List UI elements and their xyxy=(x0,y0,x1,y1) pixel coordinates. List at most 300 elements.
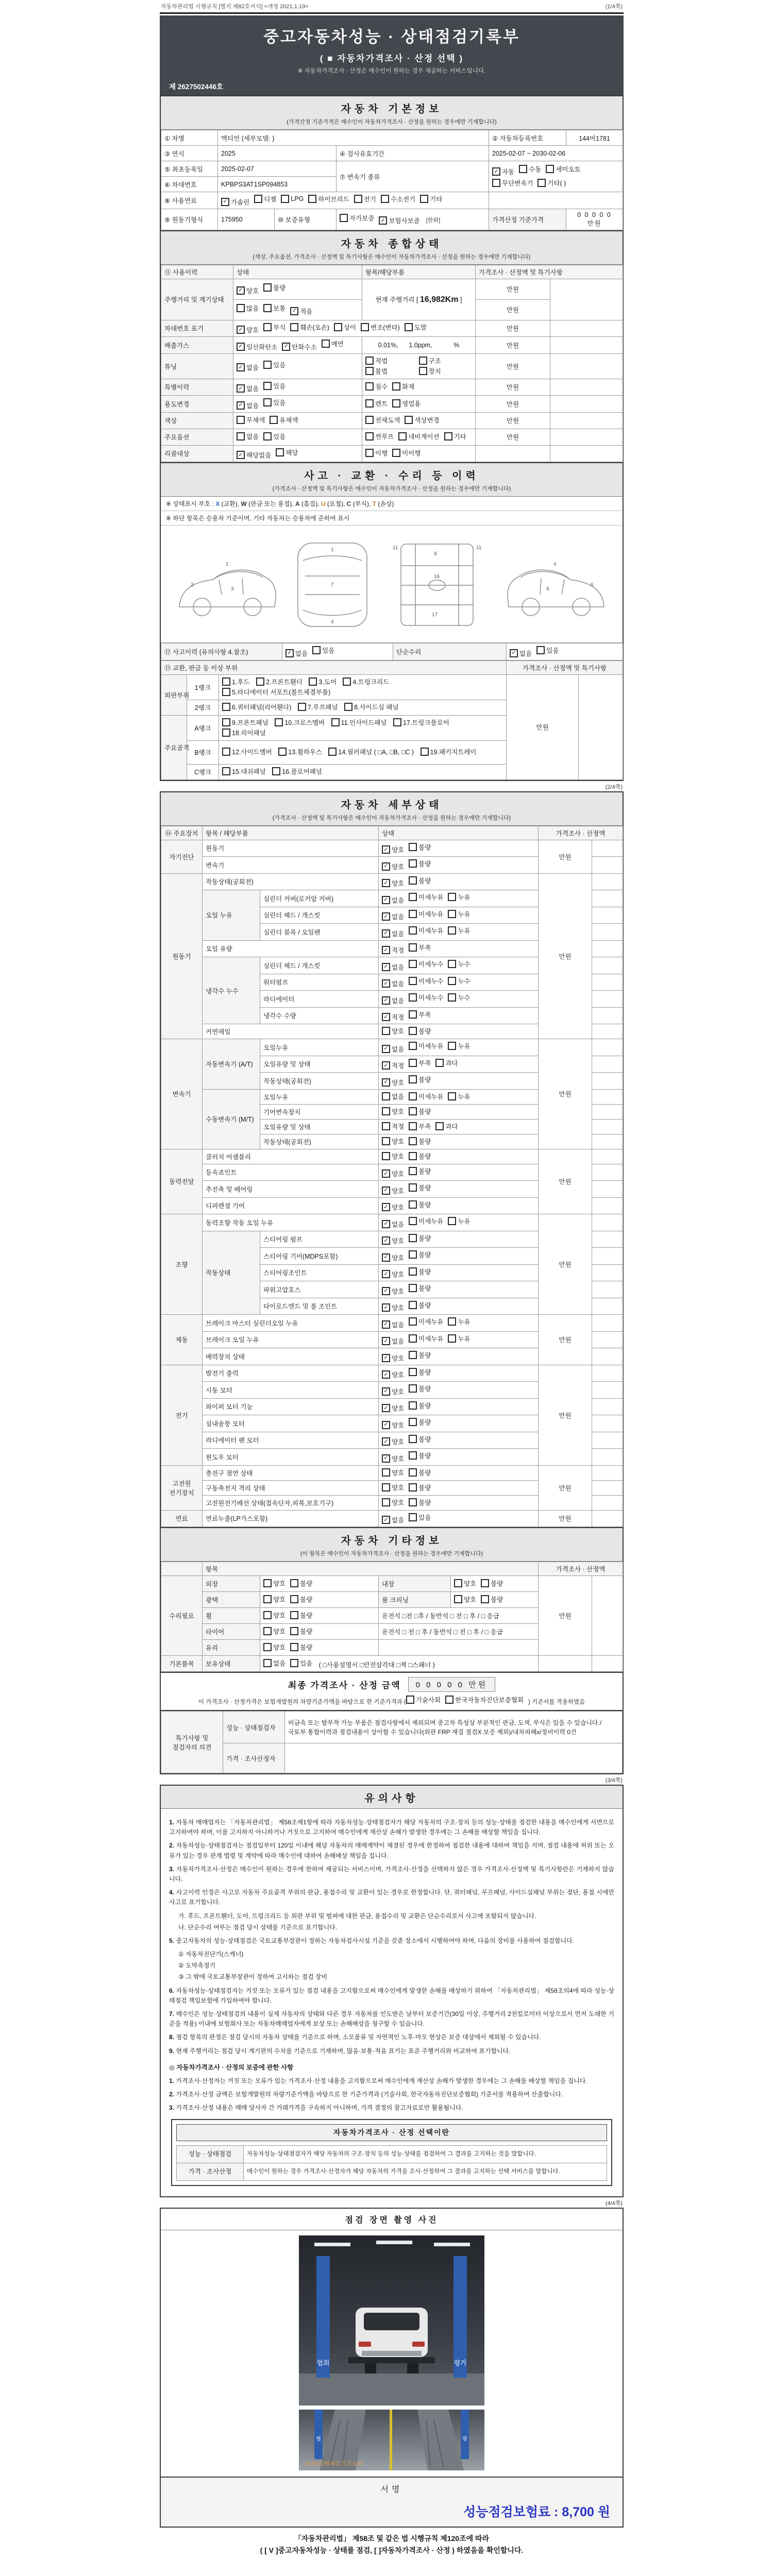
checkbox-box[interactable] xyxy=(398,432,407,440)
checkbox-15.대쉬패널[interactable] xyxy=(222,767,266,776)
checkbox-box[interactable] xyxy=(448,926,456,935)
checkbox-box[interactable] xyxy=(222,718,230,726)
checkbox-누유[interactable] xyxy=(448,909,470,919)
checkbox-불량[interactable] xyxy=(290,1642,312,1652)
checkbox-없음[interactable] xyxy=(382,895,404,905)
checkbox-box[interactable] xyxy=(365,432,374,440)
checkbox-box[interactable] xyxy=(382,1468,390,1477)
checkbox-6.쿼터패널(리어휀다)[interactable] xyxy=(222,702,291,711)
checkbox-양호[interactable] xyxy=(454,1579,476,1588)
checkbox-box[interactable] xyxy=(392,449,400,457)
checkbox-box[interactable] xyxy=(435,1122,444,1130)
checkbox-있음[interactable] xyxy=(263,381,285,391)
checkbox-양호[interactable] xyxy=(382,1169,404,1178)
checkbox-과다[interactable] xyxy=(435,1058,458,1067)
checkbox-box[interactable]: ✓ xyxy=(382,1287,390,1295)
checkbox-box[interactable] xyxy=(409,1107,417,1115)
checkbox-box[interactable] xyxy=(409,1384,417,1393)
checkbox-box[interactable] xyxy=(546,165,554,173)
checkbox-누유[interactable] xyxy=(448,1317,470,1326)
checkbox-box[interactable] xyxy=(382,1027,390,1035)
checkbox-불량[interactable] xyxy=(409,1267,431,1276)
checkbox-양호[interactable] xyxy=(382,862,404,871)
checkbox-box[interactable] xyxy=(420,195,428,203)
checkbox-보험사보증[interactable] xyxy=(379,216,419,225)
checkbox-box[interactable] xyxy=(365,399,374,408)
checkbox-box[interactable] xyxy=(382,1483,390,1492)
checkbox-box[interactable] xyxy=(344,703,352,711)
checkbox-미세누유[interactable] xyxy=(409,892,443,902)
checkbox-box[interactable] xyxy=(334,323,342,331)
checkbox-없음[interactable] xyxy=(382,1092,404,1101)
checkbox-미세누유[interactable] xyxy=(409,1334,443,1343)
checkbox-box[interactable]: ✓ xyxy=(382,896,390,904)
checkbox-box[interactable] xyxy=(409,1301,417,1309)
checkbox-box[interactable] xyxy=(361,323,369,331)
checkbox-5.라디에이터 서포트(볼트체결부품)[interactable] xyxy=(222,687,330,697)
checkbox-양호[interactable] xyxy=(263,1642,285,1652)
checkbox-불량[interactable] xyxy=(409,1200,431,1209)
checkbox-불량[interactable] xyxy=(409,1183,431,1192)
checkbox-box[interactable] xyxy=(409,1010,417,1019)
checkbox-양호[interactable] xyxy=(382,878,404,888)
checkbox-불량[interactable] xyxy=(409,859,431,868)
checkbox-box[interactable]: ✓ xyxy=(382,1454,390,1463)
checkbox-box[interactable]: ✓ xyxy=(382,1516,390,1524)
checkbox-부족[interactable] xyxy=(409,1010,431,1019)
checkbox-침수[interactable] xyxy=(365,382,388,391)
checkbox-box[interactable] xyxy=(312,646,321,654)
checkbox-box[interactable] xyxy=(409,1334,417,1343)
checkbox-부족[interactable] xyxy=(409,1122,431,1131)
checkbox-1.후드[interactable] xyxy=(222,677,250,686)
checkbox-box[interactable] xyxy=(448,910,456,918)
checkbox-box[interactable]: ✓ xyxy=(237,384,245,393)
checkbox-box[interactable] xyxy=(405,323,413,331)
checkbox-없음[interactable] xyxy=(237,363,259,372)
checkbox-box[interactable] xyxy=(354,195,362,203)
checkbox-box[interactable]: ✓ xyxy=(382,963,390,971)
checkbox-누수[interactable] xyxy=(448,959,470,969)
checkbox-box[interactable] xyxy=(419,367,427,375)
checkbox-없음[interactable] xyxy=(263,1658,285,1668)
checkbox-box[interactable] xyxy=(254,195,262,203)
checkbox-box[interactable] xyxy=(448,1317,456,1326)
checkbox-양호[interactable] xyxy=(382,1202,404,1212)
checkbox-불량[interactable] xyxy=(409,1300,431,1310)
checkbox-기타[interactable] xyxy=(444,432,466,441)
checkbox-무채색[interactable] xyxy=(237,415,265,425)
checkbox-불량[interactable] xyxy=(409,1384,431,1393)
checkbox-box[interactable] xyxy=(290,323,298,331)
checkbox-LPG[interactable] xyxy=(281,195,304,203)
checkbox-box[interactable] xyxy=(409,1075,417,1083)
checkbox-불량[interactable] xyxy=(290,1626,312,1636)
checkbox-box[interactable] xyxy=(263,323,272,331)
checkbox-있음[interactable] xyxy=(536,646,559,655)
checkbox-불량[interactable] xyxy=(409,1367,431,1377)
checkbox-box[interactable]: ✓ xyxy=(382,1170,390,1178)
checkbox-box[interactable] xyxy=(237,304,245,312)
checkbox-없음[interactable] xyxy=(382,912,404,921)
checkbox-양호[interactable] xyxy=(382,1387,404,1396)
checkbox-양호[interactable] xyxy=(382,1454,404,1463)
checkbox-10.크로스멤버[interactable] xyxy=(275,718,325,727)
checkbox-양호[interactable] xyxy=(237,325,259,334)
checkbox-불량[interactable] xyxy=(263,283,285,292)
checkbox-box[interactable] xyxy=(290,1611,298,1619)
checkbox-box[interactable] xyxy=(290,1579,298,1587)
checkbox-box[interactable] xyxy=(290,1627,298,1635)
checkbox-양호[interactable] xyxy=(382,1286,404,1296)
checkbox-box[interactable]: ✓ xyxy=(382,1078,390,1087)
checkbox-한국자동차진단보증협회[interactable] xyxy=(445,1695,524,1704)
checkbox-부식[interactable] xyxy=(263,323,285,332)
checkbox-일산화탄소[interactable] xyxy=(237,342,277,351)
checkbox-누유[interactable] xyxy=(448,1041,470,1050)
checkbox-box[interactable] xyxy=(409,859,417,868)
checkbox-box[interactable]: ✓ xyxy=(237,363,245,371)
checkbox-box[interactable]: ✓ xyxy=(221,198,229,206)
checkbox-box[interactable]: ✓ xyxy=(382,1270,390,1278)
checkbox-box[interactable] xyxy=(382,1498,390,1506)
checkbox-없음[interactable] xyxy=(237,384,259,393)
checkbox-box[interactable] xyxy=(409,1418,417,1426)
checkbox-디젤[interactable] xyxy=(254,194,276,204)
checkbox-box[interactable] xyxy=(409,960,417,968)
checkbox-불량[interactable] xyxy=(409,1451,431,1460)
checkbox-box[interactable] xyxy=(409,1137,417,1145)
checkbox-장치[interactable] xyxy=(419,366,441,376)
checkbox-미이행[interactable] xyxy=(392,448,421,457)
checkbox-양호[interactable] xyxy=(382,1253,404,1262)
checkbox-미세누수[interactable] xyxy=(409,993,443,1002)
checkbox-미세누유[interactable] xyxy=(409,909,443,919)
checkbox-box[interactable] xyxy=(382,1107,390,1115)
checkbox-box[interactable] xyxy=(448,893,456,901)
checkbox-box[interactable] xyxy=(409,1217,417,1225)
checkbox-box[interactable] xyxy=(365,382,374,391)
checkbox-box[interactable] xyxy=(365,449,374,457)
checkbox-양호[interactable] xyxy=(382,1269,404,1279)
checkbox-양호[interactable] xyxy=(382,1236,404,1245)
checkbox-8.사이드실 패널[interactable] xyxy=(344,702,398,711)
checkbox-없음[interactable] xyxy=(510,649,532,658)
checkbox-색상변경[interactable] xyxy=(405,415,439,425)
checkbox-화재[interactable] xyxy=(392,382,414,391)
checkbox-불량[interactable] xyxy=(409,1468,431,1477)
checkbox-자가보증[interactable] xyxy=(340,213,374,223)
checkbox-box[interactable]: ✓ xyxy=(382,862,390,871)
checkbox-없음[interactable] xyxy=(382,1044,404,1054)
checkbox-18.리어패널[interactable] xyxy=(222,728,266,737)
checkbox-box[interactable] xyxy=(365,416,374,424)
checkbox-19.패키지트레이[interactable] xyxy=(421,747,477,756)
checkbox-누유[interactable] xyxy=(448,1216,470,1226)
checkbox-box[interactable] xyxy=(409,926,417,935)
checkbox-매연[interactable] xyxy=(322,339,344,348)
checkbox-불량[interactable] xyxy=(409,1417,431,1427)
checkbox-해당[interactable] xyxy=(276,448,298,457)
checkbox-box[interactable] xyxy=(275,718,283,726)
checkbox-box[interactable] xyxy=(409,1451,417,1460)
checkbox-box[interactable] xyxy=(298,703,306,711)
checkbox-box[interactable] xyxy=(263,1579,272,1587)
checkbox-box[interactable] xyxy=(365,357,374,365)
checkbox-box[interactable] xyxy=(409,1092,417,1100)
checkbox-양호[interactable] xyxy=(263,1626,285,1636)
checkbox-없음[interactable] xyxy=(382,1219,404,1229)
checkbox-box[interactable] xyxy=(382,1137,390,1145)
checkbox-불량[interactable] xyxy=(409,1434,431,1444)
checkbox-box[interactable] xyxy=(406,1696,414,1704)
checkbox-많음[interactable] xyxy=(237,303,259,313)
checkbox-양호[interactable] xyxy=(454,1595,476,1604)
checkbox-하이브리드[interactable] xyxy=(308,194,349,204)
checkbox-box[interactable]: ✓ xyxy=(382,1421,390,1429)
checkbox-box[interactable] xyxy=(237,416,245,424)
checkbox-box[interactable] xyxy=(278,748,287,756)
checkbox-box[interactable] xyxy=(481,1579,489,1587)
checkbox-양호[interactable] xyxy=(382,1468,404,1477)
checkbox-양호[interactable] xyxy=(382,1107,404,1116)
checkbox-무단변속기[interactable] xyxy=(492,178,533,188)
checkbox-해당없음[interactable] xyxy=(237,450,271,460)
checkbox-box[interactable]: ✓ xyxy=(382,845,390,854)
checkbox-4.트렁크리드[interactable] xyxy=(343,677,389,686)
checkbox-적정[interactable] xyxy=(382,1061,404,1070)
checkbox-불량[interactable] xyxy=(409,1233,431,1243)
checkbox-불량[interactable] xyxy=(409,1151,431,1161)
checkbox-없음[interactable] xyxy=(285,649,308,658)
checkbox-불량[interactable] xyxy=(409,1137,431,1146)
checkbox-14.필러패널 ( □A, □B, □C )[interactable] xyxy=(328,747,414,756)
checkbox-양호[interactable] xyxy=(263,1611,285,1620)
checkbox-box[interactable] xyxy=(382,1152,390,1160)
checkbox-전기[interactable] xyxy=(354,194,376,204)
checkbox-9.프론트패널[interactable] xyxy=(222,718,268,727)
checkbox-box[interactable] xyxy=(281,195,289,203)
checkbox-box[interactable] xyxy=(409,1250,417,1259)
checkbox-box[interactable] xyxy=(409,1267,417,1276)
checkbox-box[interactable] xyxy=(435,1059,444,1067)
checkbox-box[interactable] xyxy=(222,748,230,756)
checkbox-box[interactable] xyxy=(448,1042,456,1050)
checkbox-box[interactable]: ✓ xyxy=(382,1203,390,1211)
checkbox-누유[interactable] xyxy=(448,926,470,935)
checkbox-box[interactable] xyxy=(263,1659,272,1667)
checkbox-box[interactable] xyxy=(409,1468,417,1477)
checkbox-기타[interactable] xyxy=(420,194,442,204)
checkbox-box[interactable]: ✓ xyxy=(382,1404,390,1412)
checkbox-box[interactable]: ✓ xyxy=(382,1437,390,1446)
checkbox-없음[interactable] xyxy=(382,962,404,972)
checkbox-box[interactable]: ✓ xyxy=(382,879,390,887)
checkbox-없음[interactable] xyxy=(382,979,404,988)
checkbox-불량[interactable] xyxy=(409,1107,431,1116)
checkbox-box[interactable] xyxy=(445,1696,453,1704)
checkbox-양호[interactable] xyxy=(382,1186,404,1195)
checkbox-box[interactable] xyxy=(263,398,272,406)
checkbox-box[interactable] xyxy=(263,283,272,292)
checkbox-불량[interactable] xyxy=(409,1075,431,1084)
checkbox-box[interactable] xyxy=(392,399,400,408)
checkbox-3.도어[interactable] xyxy=(309,677,337,686)
checkbox-box[interactable] xyxy=(290,1643,298,1651)
checkbox-box[interactable] xyxy=(222,677,230,686)
checkbox-누유[interactable] xyxy=(448,1092,470,1101)
checkbox-부족[interactable] xyxy=(409,943,431,952)
checkbox-과다[interactable] xyxy=(435,1122,458,1131)
checkbox-전체도색[interactable] xyxy=(365,415,400,425)
checkbox-불량[interactable] xyxy=(409,1250,431,1259)
checkbox-적법[interactable] xyxy=(365,356,388,365)
checkbox-box[interactable] xyxy=(409,1167,417,1175)
checkbox-가솔린[interactable] xyxy=(221,197,249,207)
checkbox-적정[interactable] xyxy=(382,1012,404,1022)
checkbox-양호[interactable] xyxy=(382,1303,404,1312)
checkbox-box[interactable] xyxy=(492,179,500,187)
checkbox-기타( )[interactable] xyxy=(537,178,566,188)
checkbox-box[interactable] xyxy=(263,1627,272,1635)
checkbox-box[interactable] xyxy=(409,943,417,952)
checkbox-미세누유[interactable] xyxy=(409,1092,443,1101)
checkbox-유채색[interactable] xyxy=(270,415,298,425)
checkbox-box[interactable] xyxy=(237,432,245,440)
checkbox-box[interactable] xyxy=(409,1317,417,1326)
checkbox-box[interactable] xyxy=(409,1351,417,1359)
checkbox-box[interactable]: ✓ xyxy=(382,1013,390,1021)
checkbox-양호[interactable] xyxy=(382,1353,404,1363)
checkbox-box[interactable] xyxy=(382,1122,390,1130)
checkbox-불량[interactable] xyxy=(290,1611,312,1620)
checkbox-box[interactable]: ✓ xyxy=(282,343,290,351)
checkbox-box[interactable] xyxy=(448,1217,456,1225)
checkbox-box[interactable] xyxy=(448,960,456,968)
checkbox-box[interactable]: ✓ xyxy=(237,326,245,334)
checkbox-영업용[interactable] xyxy=(392,399,421,408)
checkbox-box[interactable] xyxy=(409,993,417,1002)
checkbox-미세누유[interactable] xyxy=(409,1216,443,1226)
checkbox-box[interactable] xyxy=(421,748,429,756)
checkbox-box[interactable]: ✓ xyxy=(382,1337,390,1345)
checkbox-box[interactable]: ✓ xyxy=(382,929,390,938)
checkbox-양호[interactable] xyxy=(382,1370,404,1379)
checkbox-누유[interactable] xyxy=(448,1334,470,1343)
checkbox-box[interactable] xyxy=(308,195,316,203)
checkbox-box[interactable] xyxy=(222,728,230,737)
checkbox-box[interactable] xyxy=(276,448,284,456)
checkbox-box[interactable] xyxy=(536,646,545,654)
checkbox-box[interactable]: ✓ xyxy=(237,343,245,351)
checkbox-box[interactable]: ✓ xyxy=(379,216,387,225)
checkbox-불량[interactable] xyxy=(409,1498,431,1507)
checkbox-box[interactable]: ✓ xyxy=(382,1236,390,1245)
checkbox-box[interactable] xyxy=(409,1513,417,1521)
checkbox-미세누유[interactable] xyxy=(409,1041,443,1050)
checkbox-box[interactable] xyxy=(409,977,417,985)
checkbox-불량[interactable] xyxy=(409,1026,431,1036)
checkbox-양호[interactable] xyxy=(382,1498,404,1507)
checkbox-불법[interactable] xyxy=(365,366,388,376)
checkbox-16.플로어패널[interactable] xyxy=(272,767,322,776)
checkbox-없음[interactable] xyxy=(237,401,259,410)
checkbox-없음[interactable] xyxy=(382,1515,404,1524)
checkbox-불량[interactable] xyxy=(290,1595,312,1604)
checkbox-box[interactable] xyxy=(444,432,452,440)
checkbox-box[interactable] xyxy=(409,1284,417,1292)
checkbox-box[interactable] xyxy=(448,977,456,985)
checkbox-box[interactable] xyxy=(409,1027,417,1035)
checkbox-box[interactable] xyxy=(409,1042,417,1050)
checkbox-양호[interactable] xyxy=(382,1483,404,1492)
checkbox-있음[interactable] xyxy=(263,432,285,441)
checkbox-양호[interactable] xyxy=(382,1437,404,1446)
checkbox-box[interactable] xyxy=(537,179,546,187)
checkbox-box[interactable] xyxy=(454,1595,462,1603)
checkbox-box[interactable] xyxy=(392,382,400,391)
checkbox-box[interactable]: ✓ xyxy=(382,979,390,988)
checkbox-자동[interactable] xyxy=(492,167,514,176)
checkbox-box[interactable] xyxy=(409,876,417,885)
checkbox-box[interactable] xyxy=(409,1234,417,1242)
checkbox-box[interactable]: ✓ xyxy=(237,286,245,295)
checkbox-box[interactable] xyxy=(381,195,389,203)
checkbox-box[interactable] xyxy=(328,748,337,756)
checkbox-box[interactable]: ✓ xyxy=(492,167,500,176)
checkbox-세미오토[interactable] xyxy=(546,164,580,174)
checkbox-box[interactable]: ✓ xyxy=(285,649,294,657)
checkbox-7.루프패널[interactable] xyxy=(298,702,338,711)
checkbox-미세누유[interactable] xyxy=(409,926,443,935)
checkbox-box[interactable] xyxy=(409,1483,417,1492)
checkbox-도말[interactable] xyxy=(405,323,427,332)
checkbox-box[interactable] xyxy=(270,416,278,424)
checkbox-box[interactable] xyxy=(382,1092,390,1100)
checkbox-box[interactable] xyxy=(263,1595,272,1603)
checkbox-box[interactable]: ✓ xyxy=(382,1045,390,1053)
checkbox-box[interactable]: ✓ xyxy=(382,1320,390,1329)
checkbox-불량[interactable] xyxy=(409,1401,431,1410)
checkbox-box[interactable] xyxy=(263,304,272,312)
checkbox-box[interactable]: ✓ xyxy=(382,1061,390,1070)
checkbox-box[interactable] xyxy=(309,677,317,686)
checkbox-box[interactable] xyxy=(365,367,374,375)
checkbox-없음[interactable] xyxy=(382,1320,404,1329)
checkbox-box[interactable]: ✓ xyxy=(382,946,390,954)
checkbox-있음[interactable] xyxy=(312,646,334,655)
checkbox-box[interactable] xyxy=(409,910,417,918)
checkbox-양호[interactable] xyxy=(382,1403,404,1413)
checkbox-있음[interactable] xyxy=(263,398,285,407)
checkbox-box[interactable] xyxy=(448,993,456,1002)
checkbox-썬루프[interactable] xyxy=(365,432,394,441)
checkbox-box[interactable]: ✓ xyxy=(382,1354,390,1362)
checkbox-양호[interactable] xyxy=(382,1420,404,1430)
checkbox-box[interactable] xyxy=(331,718,340,726)
checkbox-변조(변타)[interactable] xyxy=(361,323,400,332)
checkbox-양호[interactable] xyxy=(382,845,404,854)
checkbox-box[interactable] xyxy=(409,843,417,851)
checkbox-box[interactable]: ✓ xyxy=(237,451,245,459)
checkbox-box[interactable]: ✓ xyxy=(382,1187,390,1195)
checkbox-box[interactable]: ✓ xyxy=(382,1370,390,1379)
checkbox-box[interactable] xyxy=(409,1498,417,1506)
checkbox-box[interactable] xyxy=(409,1435,417,1443)
checkbox-양호[interactable] xyxy=(263,1595,285,1604)
checkbox-수동[interactable] xyxy=(519,164,541,174)
checkbox-box[interactable] xyxy=(222,703,230,711)
